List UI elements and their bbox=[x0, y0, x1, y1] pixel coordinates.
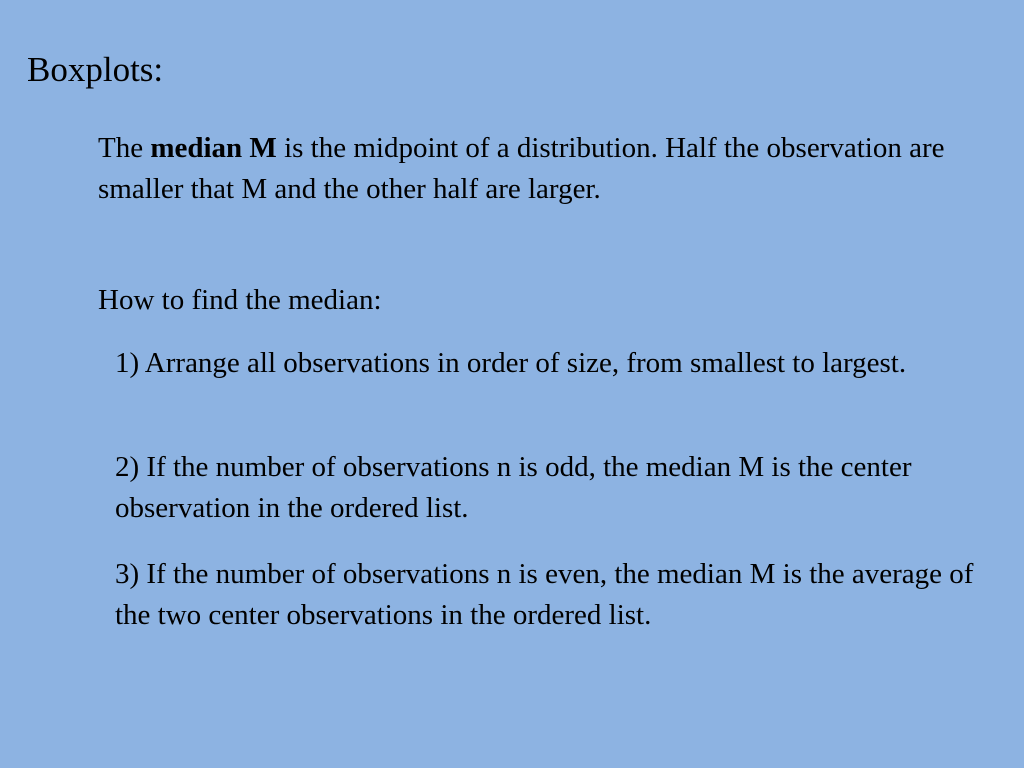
definition-prefix: The bbox=[98, 132, 151, 164]
median-definition bbox=[98, 128, 978, 210]
howto-heading: How to find the median: bbox=[98, 284, 382, 316]
definition-suffix: is the midpoint of a distribution. Half the observation are smaller that M and the other half are larger. bbox=[98, 132, 945, 205]
step-2: 2) If the number of observations n is odd, the median M is the center observation in the ordered list. bbox=[115, 451, 912, 524]
slide-title: Boxplots: bbox=[27, 50, 164, 89]
definition-term: median M bbox=[150, 132, 277, 164]
step-3: 3) If the number of observations n is even, the median M is the average of the two center observations in the ordered list. bbox=[115, 558, 974, 631]
step-1: 1) Arrange all observations in order of size, from smallest to largest. bbox=[115, 347, 907, 379]
